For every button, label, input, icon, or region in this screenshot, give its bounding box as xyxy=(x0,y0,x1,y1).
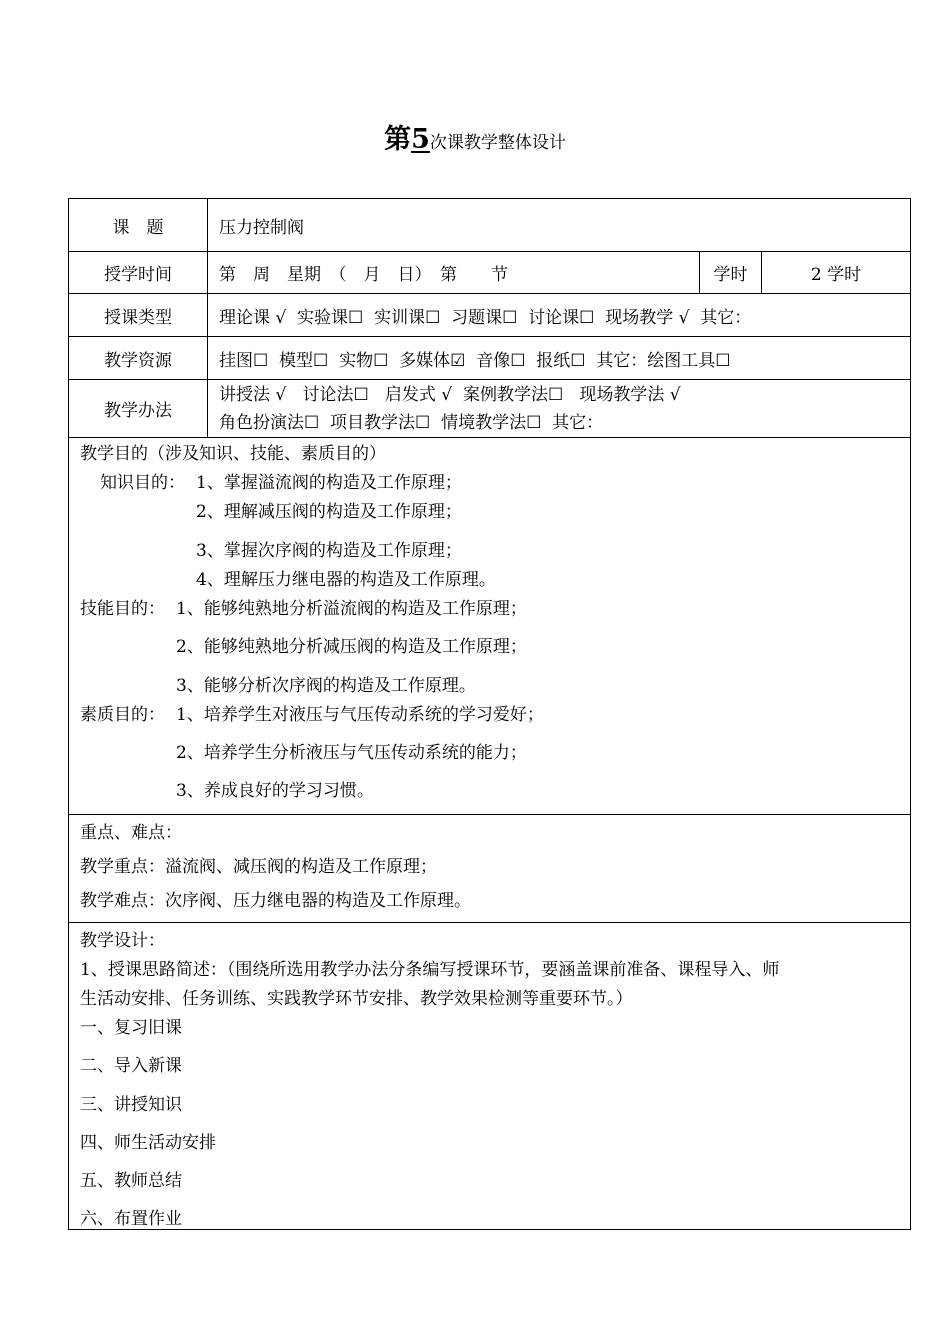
design-heading: 教学设计： xyxy=(80,931,165,951)
label-type: 授课类型 xyxy=(69,294,208,337)
quality-item: 1、培养学生对液压与气压传动系统的学习爱好； xyxy=(176,705,544,725)
objectives-heading: 教学目的（涉及知识、技能、素质目的） xyxy=(80,444,386,464)
row-keypoints xyxy=(69,815,911,923)
skill-item: 3、能够分析次序阀的构造及工作原理。 xyxy=(176,676,476,696)
design-table xyxy=(68,198,911,1230)
design-step: 二、导入新课 xyxy=(80,1056,182,1076)
knowledge-item: 1、掌握溢流阀的构造及工作原理； xyxy=(196,473,462,493)
row-objectives xyxy=(69,438,911,815)
title-suffix: 次课教学整体设计 xyxy=(429,133,566,153)
design-step: 一、复习旧课 xyxy=(80,1018,182,1038)
design-step: 五、教师总结 xyxy=(80,1171,182,1191)
value-topic: 压力控制阀 xyxy=(208,199,911,252)
value-hours: 2 学时 xyxy=(762,252,911,294)
design-step: 三、讲授知识 xyxy=(80,1095,182,1115)
title-prefix: 第 xyxy=(384,124,412,155)
value-methods xyxy=(208,380,911,438)
label-time: 授学时间 xyxy=(69,252,208,294)
methods-line-1: 讲授法 √ 讨论法☐ 启发式 √ 案例教学法☐ 现场教学法 √ xyxy=(219,384,681,405)
row-type xyxy=(69,294,911,337)
difficult-point: 教学难点：次序阀、压力继电器的构造及工作原理。 xyxy=(80,891,471,911)
knowledge-item: 4、理解压力继电器的构造及工作原理。 xyxy=(196,570,496,590)
quality-label: 素质目的： xyxy=(80,705,165,725)
value-resources: 挂图☐ 模型☐ 实物☐ 多媒体☑ 音像☐ 报纸☐ 其它：绘图工具☐ xyxy=(208,337,911,380)
value-type: 理论课 √ 实验课☐ 实训课☐ 习题课☐ 讨论课☐ 现场教学 √ 其它： xyxy=(208,294,911,337)
row-methods xyxy=(69,380,911,438)
value-time: 第 周 星期 （ 月 日） 第 节 xyxy=(208,252,700,294)
knowledge-item: 2、理解减压阀的构造及工作原理； xyxy=(196,502,462,522)
label-hours: 学时 xyxy=(700,252,762,294)
design-step: 四、师生活动安排 xyxy=(80,1133,216,1153)
label-resources: 教学资源 xyxy=(69,337,208,380)
row-resources xyxy=(69,337,911,380)
design-intro-line-2: 生活动安排、任务训练、实践教学环节安排、教学效果检测等重要环节。） xyxy=(80,989,633,1009)
key-point: 教学重点：溢流阀、减压阀的构造及工作原理； xyxy=(80,857,437,877)
design-intro-line-1: 1、授课思路简述：（围绕所选用教学办法分条编写授课环节，要涵盖课前准备、课程导入、师 xyxy=(80,960,780,980)
knowledge-item: 3、掌握次序阀的构造及工作原理； xyxy=(196,541,462,561)
keypoints-heading: 重点、难点： xyxy=(80,823,182,843)
design-cell xyxy=(69,923,911,1230)
label-topic: 课 题 xyxy=(69,199,208,252)
quality-item: 2、培养学生分析液压与气压传动系统的能力； xyxy=(176,743,527,763)
design-step: 六、布置作业 xyxy=(80,1209,182,1229)
lesson-number: 5 xyxy=(411,124,430,155)
keypoints-cell xyxy=(69,815,911,923)
row-topic xyxy=(69,199,911,252)
knowledge-label: 知识目的： xyxy=(100,473,185,493)
label-methods: 教学办法 xyxy=(69,380,208,438)
methods-line-2: 角色扮演法☐ 项目教学法☐ 情境教学法☐ 其它： xyxy=(219,412,604,433)
page-title xyxy=(0,122,950,161)
row-time xyxy=(69,252,911,294)
row-design xyxy=(69,923,911,1230)
skill-label: 技能目的： xyxy=(80,599,165,619)
quality-item: 3、养成良好的学习习惯。 xyxy=(176,781,374,801)
skill-item: 2、能够纯熟地分析减压阀的构造及工作原理； xyxy=(176,637,527,657)
objectives-cell xyxy=(69,438,911,815)
skill-item: 1、能够纯熟地分析溢流阀的构造及工作原理； xyxy=(176,599,527,619)
